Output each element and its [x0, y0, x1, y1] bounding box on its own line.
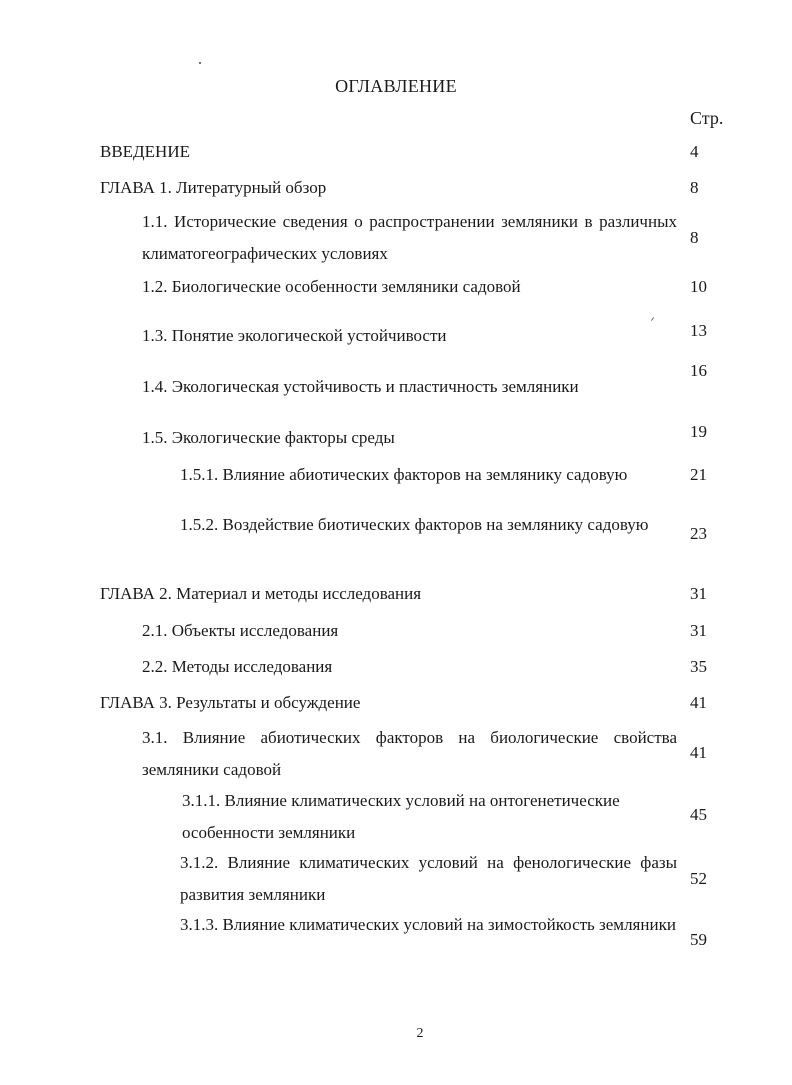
toc-entry-title: 3.1. Влияние абиотических факторов на биологические свойства земляники садовой [142, 728, 677, 779]
toc-entry-page: 8 [690, 178, 699, 197]
toc-entry-title: 1.5.2. Воздействие биотических факторов на землянику садовую [180, 515, 649, 534]
toc-entry-page: 21 [690, 465, 707, 484]
toc-entry-title: 1.5.1. Влияние абиотических факторов на землянику садовую [180, 465, 628, 484]
toc-entry-title: 2.2. Методы исследования [142, 657, 333, 676]
toc-entry-title: 1.3. Понятие экологической устойчивости [142, 326, 447, 345]
toc-entry-page: 8 [690, 228, 699, 247]
toc-entry-title: 3.1.1. Влияние климатических условий на онтогенетические особенности земляники [182, 791, 620, 842]
toc-entry-title: 1.4. Экологическая устойчивость и пластичность земляники [142, 377, 579, 396]
page-number: 2 [416, 1026, 424, 1041]
toc-entry-page: 10 [690, 277, 707, 296]
toc-entry-page: 45 [690, 805, 707, 824]
toc-entry-title: ГЛАВА 3. Результаты и обсуждение [100, 693, 361, 712]
toc-entry-page: 41 [690, 693, 707, 712]
scan-speck [199, 62, 201, 64]
page-column-header: Стр. [690, 108, 724, 128]
toc-entry-title: 1.5. Экологические факторы среды [142, 428, 395, 447]
toc-entry-title: ГЛАВА 1. Литературный обзор [100, 178, 327, 197]
toc-entry-page: 35 [690, 657, 707, 676]
toc-entry-page: 59 [690, 930, 707, 949]
toc-entry-title: 3.1.3. Влияние климатических условий на зимостойкость земляники [180, 915, 676, 934]
toc-entry-page: 41 [690, 743, 707, 762]
toc-entry-title: ВВЕДЕНИЕ [100, 142, 190, 161]
toc-entry-page: 52 [690, 869, 707, 888]
toc-entry-page: 31 [690, 621, 707, 640]
toc-entry-title: 1.1. Исторические сведения о распространении земляники в различных климатогеографических условиях [142, 212, 677, 263]
toc-entry-title: 2.1. Объекты исследования [142, 621, 339, 640]
toc-entry-title: ГЛАВА 2. Материал и методы исследования [100, 584, 422, 603]
toc-title: ОГЛАВЛЕНИЕ [335, 76, 457, 96]
toc-entry-page: 31 [690, 584, 707, 603]
toc-entry-page: 16 [690, 361, 707, 380]
toc-entry-page: 23 [690, 524, 707, 543]
toc-entry-page: 13 [690, 321, 707, 340]
toc-entry-title: 3.1.2. Влияние климатических условий на фенологические фазы развития земляники [180, 853, 677, 904]
toc-entry-page: 19 [690, 422, 707, 441]
toc-entry-title: 1.2. Биологические особенности земляники садовой [142, 277, 521, 296]
toc-entry-page: 4 [690, 142, 699, 161]
